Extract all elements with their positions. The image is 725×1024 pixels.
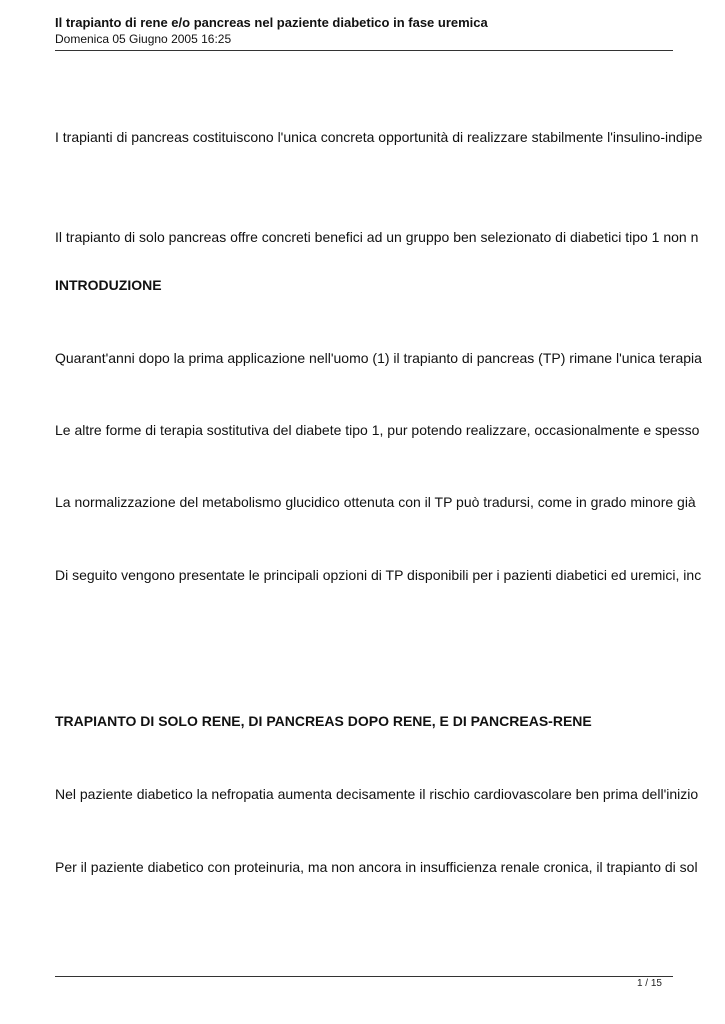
paragraph-6: Di seguito vengono presentate le principali opzioni di TP disponibili per i pazienti diabetici ed uremici, inc bbox=[55, 567, 702, 583]
document-title: Il trapianto di rene e/o pancreas nel paziente diabetico in fase uremica bbox=[55, 15, 488, 30]
section-heading-trapianto: TRAPIANTO DI SOLO RENE, DI PANCREAS DOPO RENE, E DI PANCREAS-RENE bbox=[55, 713, 592, 729]
section-heading-introduzione: INTRODUZIONE bbox=[55, 277, 162, 293]
paragraph-1: I trapianti di pancreas costituiscono l'unica concreta opportunità di realizzare stabilmente l'insulino-indipe bbox=[55, 129, 703, 145]
paragraph-7: Nel paziente diabetico la nefropatia aumenta decisamente il rischio cardiovascolare ben prima dell'inizio bbox=[55, 786, 699, 802]
paragraph-3: Quarant'anni dopo la prima applicazione nell'uomo (1) il trapianto di pancreas (TP) rimane l'unica terapia bbox=[55, 350, 702, 366]
paragraph-5: La normalizzazione del metabolismo glucidico ottenuta con il TP può tradursi, come in grado minore già bbox=[55, 494, 696, 510]
paragraph-8: Per il paziente diabetico con proteinuria, ma non ancora in insufficienza renale cronica, il trapianto di sol bbox=[55, 859, 698, 875]
paragraph-4: Le altre forme di terapia sostitutiva del diabete tipo 1, pur potendo realizzare, occasionalmente e spesso bbox=[55, 422, 700, 438]
document-header bbox=[55, 14, 673, 47]
paragraph-2: Il trapianto di solo pancreas offre concreti benefici ad un gruppo ben selezionato di diabetici tipo 1 non n bbox=[55, 229, 699, 245]
header-divider bbox=[55, 50, 673, 51]
footer-divider bbox=[55, 976, 673, 977]
document-date: Domenica 05 Giugno 2005 16:25 bbox=[55, 32, 232, 46]
page-number: 1 / 15 bbox=[636, 978, 662, 989]
